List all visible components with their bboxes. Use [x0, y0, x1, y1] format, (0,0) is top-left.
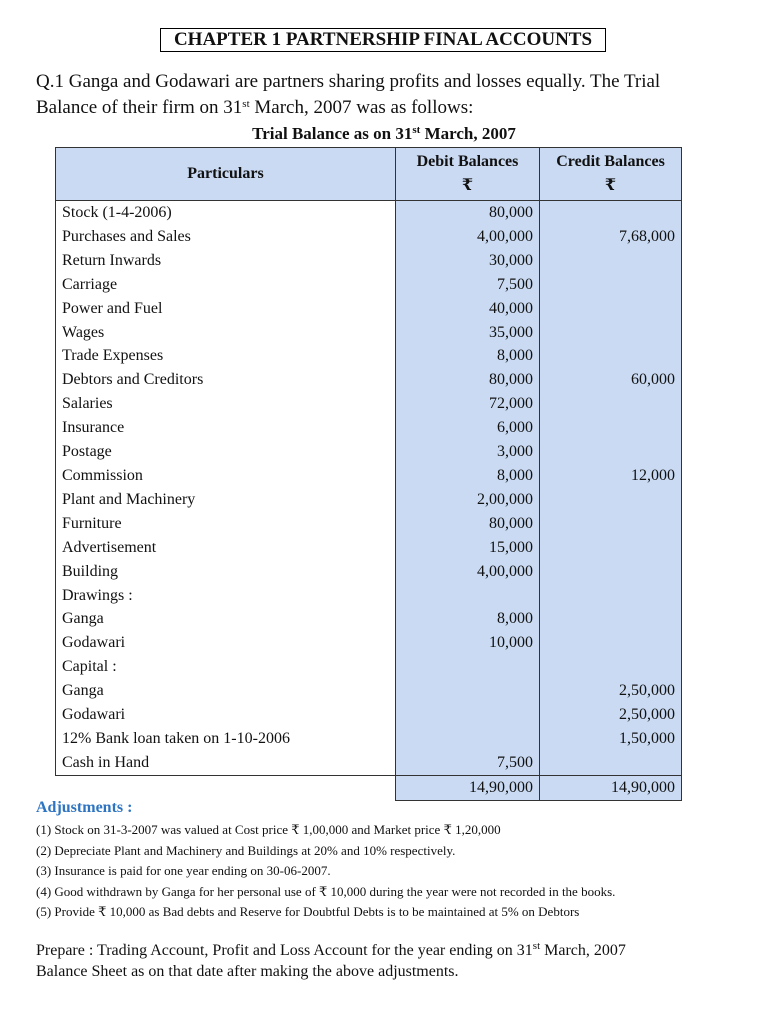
cell-particular: Power and Fuel	[56, 297, 396, 321]
cell-debit: 4,00,000	[396, 225, 540, 249]
cell-credit	[540, 201, 682, 225]
question-line-2-sup: st	[242, 98, 250, 110]
adjustment-item: (3) Insurance is paid for one year ending on 30-06-2007.	[36, 863, 331, 879]
table-row	[56, 201, 682, 225]
table-row	[56, 368, 682, 392]
cell-credit	[540, 607, 682, 631]
question-line-2-text-end: March, 2007 was as follows:	[249, 97, 474, 118]
cell-debit: 10,000	[396, 631, 540, 655]
cell-debit: 7,500	[396, 273, 540, 297]
table-row	[56, 297, 682, 321]
cell-debit: 4,00,000	[396, 560, 540, 584]
table-row	[56, 607, 682, 631]
total-credit: 14,90,000	[540, 775, 682, 800]
cell-debit: 35,000	[396, 321, 540, 345]
table-row	[56, 584, 682, 608]
cell-debit: 3,000	[396, 440, 540, 464]
cell-credit: 7,68,000	[540, 225, 682, 249]
prepare-line-1-text-end: March, 2007	[540, 942, 626, 959]
cell-debit: 8,000	[396, 464, 540, 488]
cell-particular: Stock (1-4-2006)	[56, 201, 396, 225]
header-credit-currency: ₹	[604, 177, 617, 194]
table-row	[56, 344, 682, 368]
cell-debit	[396, 679, 540, 703]
cell-credit	[540, 584, 682, 608]
cell-debit: 40,000	[396, 297, 540, 321]
total-debit: 14,90,000	[396, 775, 540, 800]
cell-credit	[540, 560, 682, 584]
table-row	[56, 392, 682, 416]
cell-credit	[540, 440, 682, 464]
table-row	[56, 440, 682, 464]
chapter-title: CHAPTER 1 PARTNERSHIP FINAL ACCOUNTS	[160, 28, 606, 52]
trial-balance-title	[0, 124, 768, 144]
cell-credit	[540, 488, 682, 512]
header-debit-label: Debit Balances	[416, 153, 519, 170]
cell-credit	[540, 655, 682, 679]
cell-debit	[396, 655, 540, 679]
cell-particular: Capital :	[56, 655, 396, 679]
question-line-2-text: Balance of their firm on 31	[36, 97, 243, 118]
cell-credit	[540, 321, 682, 345]
question-line-1: Q.1 Ganga and Godawari are partners sharing profits and losses equally. The Trial	[36, 71, 661, 92]
cell-particular: Salaries	[56, 392, 396, 416]
header-credit-label: Credit Balances	[556, 153, 665, 170]
table-row	[56, 631, 682, 655]
cell-particular: Plant and Machinery	[56, 488, 396, 512]
table-row	[56, 416, 682, 440]
tb-title-text-end: March, 2007	[420, 124, 516, 143]
cell-debit: 6,000	[396, 416, 540, 440]
adjustment-item: (1) Stock on 31-3-2007 was valued at Cost price ₹ 1,00,000 and Market price ₹ 1,20,000	[36, 822, 501, 837]
cell-particular: Godawari	[56, 703, 396, 727]
cell-credit	[540, 536, 682, 560]
prepare-instructions	[36, 940, 736, 982]
table-row	[56, 464, 682, 488]
table-row	[56, 560, 682, 584]
cell-credit	[540, 297, 682, 321]
table-row	[56, 727, 682, 751]
table-row	[56, 321, 682, 345]
cell-particular: Carriage	[56, 273, 396, 297]
cell-debit: 8,000	[396, 607, 540, 631]
trial-balance-table	[55, 147, 682, 801]
adjustment-item: (5) Provide ₹ 10,000 as Bad debts and Reserve for Doubtful Debts is to be maintained at 5% on Debtors	[36, 904, 580, 920]
cell-debit: 15,000	[396, 536, 540, 560]
cell-particular: Cash in Hand	[56, 751, 396, 775]
cell-particular: Postage	[56, 440, 396, 464]
cell-particular: Insurance	[56, 416, 396, 440]
cell-credit	[540, 392, 682, 416]
cell-credit: 2,50,000	[540, 679, 682, 703]
cell-credit: 12,000	[540, 464, 682, 488]
header-debit	[396, 148, 540, 201]
cell-credit: 1,50,000	[540, 727, 682, 751]
table-row	[56, 679, 682, 703]
cell-credit	[540, 512, 682, 536]
cell-particular: Furniture	[56, 512, 396, 536]
table-header-row	[56, 148, 682, 201]
header-debit-currency: ₹	[461, 177, 474, 194]
cell-particular: Ganga	[56, 607, 396, 631]
cell-debit: 30,000	[396, 249, 540, 273]
adjustments-list	[36, 820, 736, 923]
cell-particular: Wages	[56, 321, 396, 345]
cell-debit: 80,000	[396, 368, 540, 392]
question-line-2	[36, 95, 726, 121]
table-row	[56, 751, 682, 775]
cell-credit	[540, 344, 682, 368]
cell-debit: 2,00,000	[396, 488, 540, 512]
prepare-line-1-text: Prepare : Trading Account, Profit and Loss Account for the year ending on 31	[36, 942, 533, 959]
cell-particular: Commission	[56, 464, 396, 488]
table-row	[56, 488, 682, 512]
table-row	[56, 225, 682, 249]
tb-title-sup: st	[412, 124, 421, 136]
tb-title-text: Trial Balance as on 31	[252, 124, 413, 143]
cell-credit	[540, 631, 682, 655]
cell-credit: 60,000	[540, 368, 682, 392]
cell-particular: Drawings :	[56, 584, 396, 608]
cell-particular: Building	[56, 560, 396, 584]
header-credit	[540, 148, 682, 201]
cell-credit	[540, 249, 682, 273]
cell-debit: 7,500	[396, 751, 540, 775]
cell-debit: 80,000	[396, 201, 540, 225]
prepare-line-2: Balance Sheet as on that date after making the above adjustments.	[36, 963, 459, 980]
table-row	[56, 273, 682, 297]
table-body	[56, 201, 682, 801]
cell-debit: 72,000	[396, 392, 540, 416]
adjustments-heading: Adjustments :	[36, 799, 133, 816]
cell-particular: Debtors and Creditors	[56, 368, 396, 392]
cell-debit: 8,000	[396, 344, 540, 368]
cell-particular: Godawari	[56, 631, 396, 655]
cell-particular: 12% Bank loan taken on 1-10-2006	[56, 727, 396, 751]
header-particulars: Particulars	[56, 148, 396, 201]
table-row	[56, 536, 682, 560]
cell-particular: Advertisement	[56, 536, 396, 560]
table-row	[56, 703, 682, 727]
cell-debit	[396, 703, 540, 727]
cell-credit	[540, 751, 682, 775]
cell-particular: Ganga	[56, 679, 396, 703]
cell-debit	[396, 584, 540, 608]
cell-particular: Trade Expenses	[56, 344, 396, 368]
cell-particular: Return Inwards	[56, 249, 396, 273]
table-row	[56, 512, 682, 536]
cell-debit	[396, 727, 540, 751]
cell-credit	[540, 416, 682, 440]
cell-credit	[540, 273, 682, 297]
prepare-line-1	[36, 940, 736, 961]
cell-total-blank	[56, 775, 396, 800]
table-row	[56, 655, 682, 679]
cell-particular: Purchases and Sales	[56, 225, 396, 249]
cell-credit: 2,50,000	[540, 703, 682, 727]
cell-debit: 80,000	[396, 512, 540, 536]
adjustment-item: (2) Depreciate Plant and Machinery and Buildings at 20% and 10% respectively.	[36, 842, 456, 858]
table-total-row	[56, 775, 682, 800]
question-text	[36, 69, 726, 121]
table-row	[56, 249, 682, 273]
adjustment-item: (4) Good withdrawn by Ganga for her personal use of ₹ 10,000 during the year were not recorded in the books.	[36, 883, 616, 899]
prepare-line-1-sup: st	[532, 940, 541, 952]
